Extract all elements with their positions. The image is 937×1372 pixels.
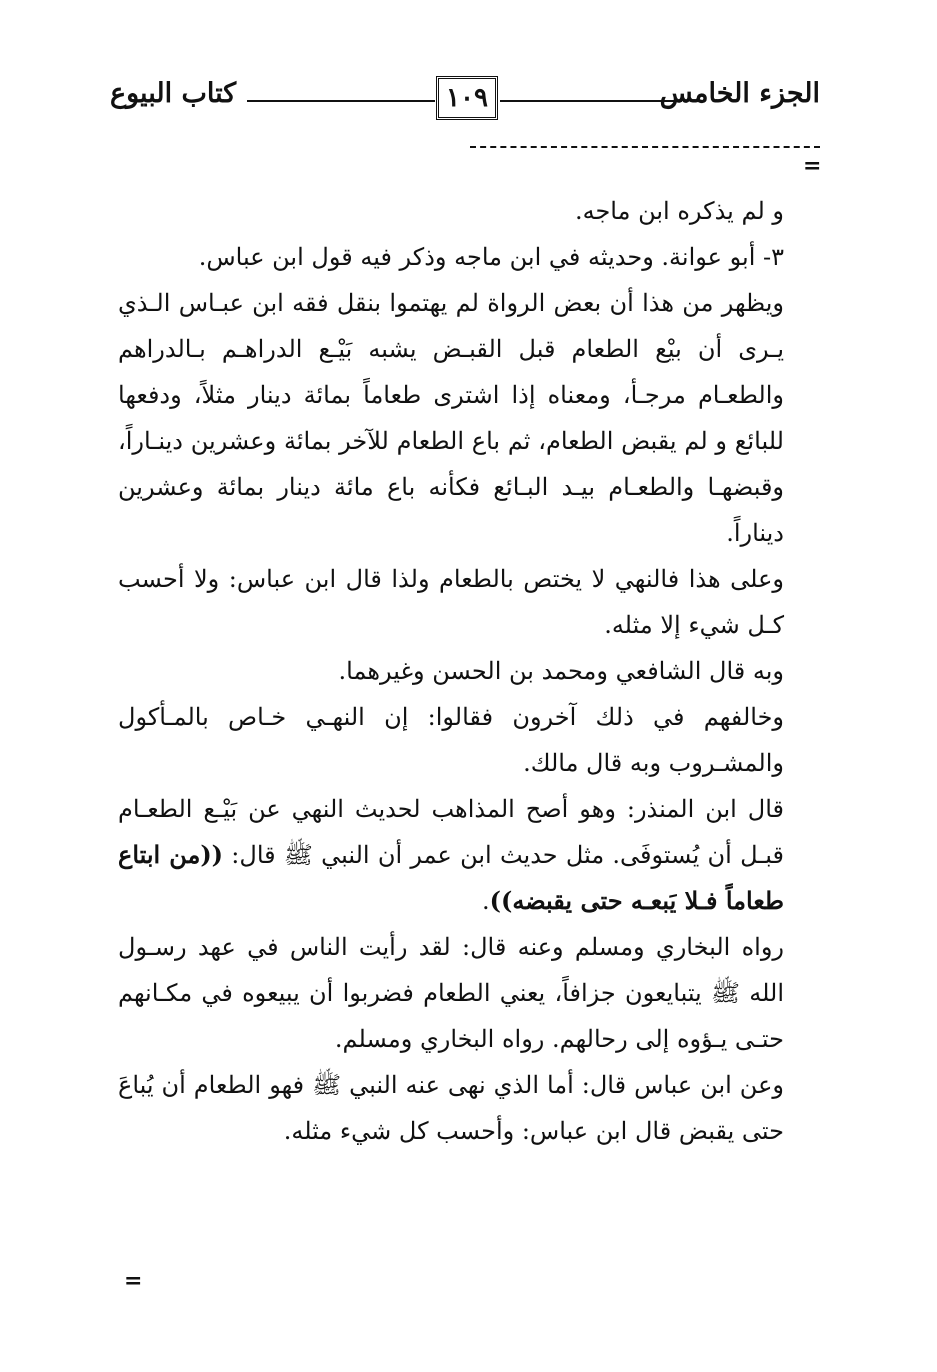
text-run: قال ابن المنذر: وهو أصح المذاهب لحديث النهي عن بَيْـع الطعـام قبـل أن يُستوفَى. مثل حديث ابن عمر أن النبي ﷺ قال:: [118, 795, 784, 869]
page-number: ١٠٩: [446, 83, 488, 113]
page-header: [0, 0, 937, 130]
paragraph: وخالفهم في ذلك آخرون فقالوا: إن النهـي خـاص بالمـأكول والمشـروب وبه قال مالك.: [118, 703, 784, 777]
text-run: .: [482, 887, 490, 915]
book-title: كتاب البيوع: [110, 78, 237, 109]
continuation-mark-bottom: =: [124, 1268, 143, 1294]
header-rule-right: [500, 100, 682, 102]
paragraph: ويظهر من هذا أن بعض الرواة لم يهتموا بنقل فقه ابن عبـاس الـذي يـرى أن بيْع الطعام قبل القبـض يشبه بَيْـع الدراهـم بـالدراهم والطعـام مرجـأ، ومعناه إذا اشترى طعاماً بمائة دينار مثلاً، ودفعها للبائع و لم يقبض الطعام، ثم باع الطعام للآخر بمائة وعشرين دينـاراً، وقبضهـا والطعـام بيـد البـائع فكأنه باع مائة دينار بمائة وعشرين ديناراً.: [118, 289, 784, 547]
paragraph: وعلى هذا فالنهي لا يختص بالطعام ولذا قال ابن عباس: ولا أحسب كـل شيء إلا مثله.: [118, 565, 784, 639]
paragraph: وبه قال الشافعي ومحمد بن الحسن وغيرهما.: [338, 657, 784, 685]
paragraph: وعن ابن عباس قال: أما الذي نهى عنه النبي ﷺ فهو الطعام أن يُباعَ حتى يقبض قال ابن عباس: وأحسب كل شيء مثله.: [118, 1071, 784, 1145]
continuation-mark-top: =: [803, 153, 822, 179]
paragraph: ٣- أبو عوانة. وحديثه في ابن ماجه وذكر فيه قول ابن عباس.: [198, 243, 784, 271]
part-title: الجزء الخامس: [659, 78, 820, 109]
paragraph: و لم يذكره ابن ماجه.: [574, 197, 784, 225]
paragraph: رواه البخاري ومسلم وعنه قال: لقد رأيت الناس في عهد رسـول الله ﷺ يتبايعون جزافاً، يعني الطعام فضربوا أن يبيعوه في مكـانهم حتـى يـؤوه إلى رحالهم. رواه البخاري ومسلم.: [118, 933, 785, 1053]
header-rule-left: [247, 100, 435, 102]
paragraph-quote: [118, 786, 784, 924]
hadith-quote: ((من ابتاع طعاماً فـلا يَبعـه حتى يقبضه)): [118, 840, 784, 915]
main-text: [118, 188, 784, 1154]
page-number-box: [436, 76, 498, 120]
separator-dashed: [470, 146, 820, 148]
